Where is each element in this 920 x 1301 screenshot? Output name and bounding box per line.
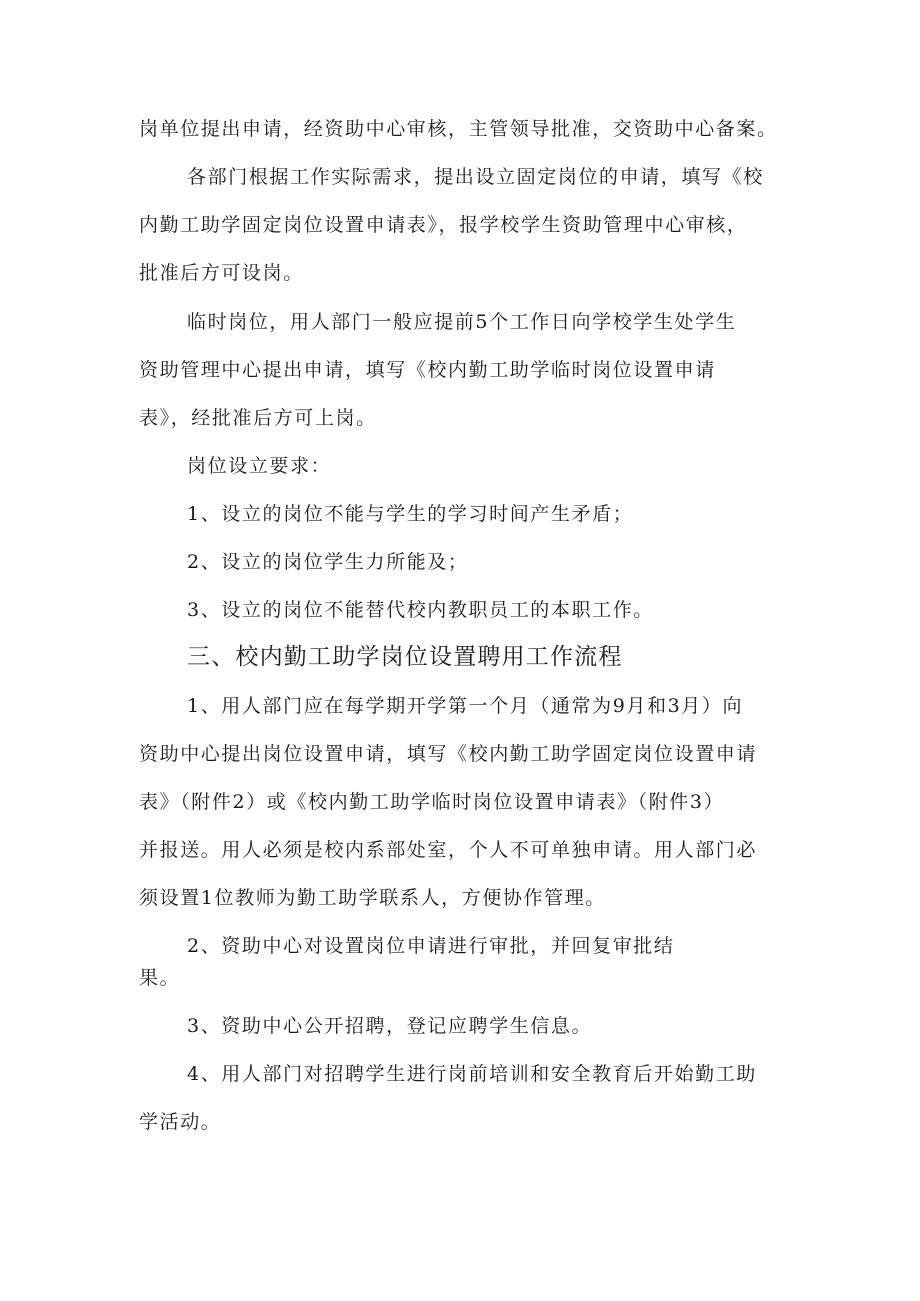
- procedure-line-7: 果。: [139, 967, 181, 989]
- procedure-line-8: 3、资助中心公开招聘，登记应聘学生信息。: [187, 1015, 593, 1037]
- paragraph-line-5: 临时岗位，用人部门一般应提前5个工作日向学校学生处学生: [187, 311, 737, 333]
- procedure-line-10: 学活动。: [139, 1111, 222, 1133]
- requirements-title: 岗位设立要求：: [187, 455, 332, 477]
- procedure-line-3: 表》（附件2）或《校内勤工助学临时岗位设置申请表》（附件3）: [139, 791, 725, 813]
- paragraph-line-1: 岗单位提出申请，经资助中心审核，主管领导批准，交资助中心备案。: [139, 118, 778, 140]
- procedure-line-2: 资助中心提出岗位设置申请，填写《校内勤工助学固定岗位设置申请: [139, 743, 758, 765]
- paragraph-line-2: 各部门根据工作实际需求，提出设立固定岗位的申请，填写《校: [187, 166, 764, 188]
- requirement-item-2: 2、设立的岗位学生力所能及；: [187, 551, 469, 573]
- procedure-line-6: 2、资助中心对设置岗位申请进行审批，并回复审批结: [187, 935, 675, 957]
- procedure-line-5: 须设置1位教师为勤工助学联系人，方便协作管理。: [139, 887, 606, 909]
- requirement-item-1: 1、设立的岗位不能与学生的学习时间产生矛盾；: [187, 503, 634, 525]
- procedure-line-9: 4、用人部门对招聘学生进行岗前培训和安全教育后开始勤工助: [187, 1063, 757, 1085]
- paragraph-line-4: 批准后方可设岗。: [139, 262, 304, 284]
- procedure-line-4: 并报送。用人必须是校内系部处室，个人不可单独申请。用人部门必: [139, 839, 758, 861]
- procedure-line-1: 1、用人部门应在每学期开学第一个月（通常为9月和3月）向: [187, 695, 744, 717]
- paragraph-line-3: 内勤工助学固定岗位设置申请表》，报学校学生资助管理中心审核，: [139, 214, 748, 236]
- paragraph-line-6: 资助管理中心提出申请，填写《校内勤工助学临时岗位设置申请: [139, 359, 716, 381]
- paragraph-line-7: 表》，经批准后方可上岗。: [139, 407, 377, 429]
- section-heading-3: 三、校内勤工助学岗位设置聘用工作流程: [187, 644, 623, 670]
- requirement-item-3: 3、设立的岗位不能替代校内教职员工的本职工作。: [187, 599, 654, 621]
